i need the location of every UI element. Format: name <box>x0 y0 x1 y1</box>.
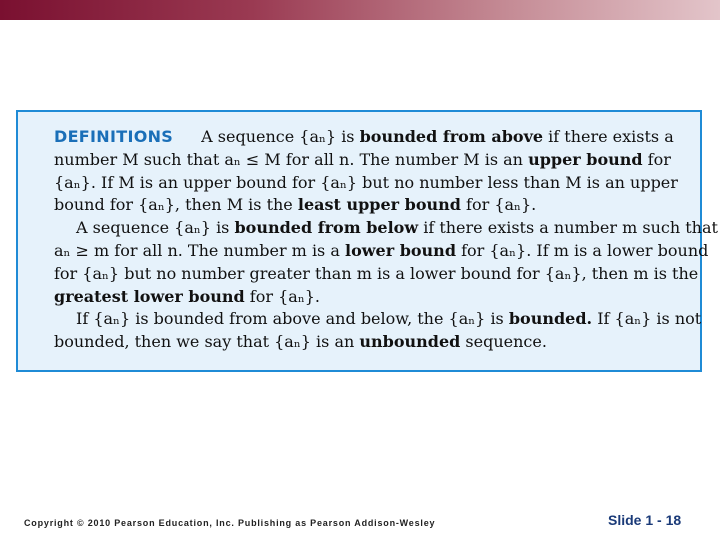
copyright-footer: Copyright © 2010 Pearson Education, Inc. Publishing as Pearson Addison-Wesley <box>24 518 436 528</box>
emphasized-term: unbounded <box>359 332 461 352</box>
definition-line-7: for {aₙ} but no number greater than m is a lower bound for {aₙ}, then m is the <box>54 263 699 283</box>
emphasized-term: bounded from above <box>359 127 544 146</box>
definition-line-10: bounded, then we say that {aₙ} is an unbounded sequence. <box>54 332 547 352</box>
definition-text <box>54 126 718 354</box>
definition-heading: DEFINITIONS <box>54 127 174 146</box>
definition-line-6: aₙ ≥ m for all n. The number m is a lower bound for {aₙ}. If m is a lower bound <box>54 240 709 260</box>
slide-number: Slide 1 - 18 <box>608 512 682 528</box>
definition-line-1 <box>54 126 674 149</box>
emphasized-term: upper bound <box>528 149 643 169</box>
emphasized-term: bounded. <box>508 309 593 329</box>
emphasized-term: greatest lower bound <box>54 286 245 306</box>
definition-line-2: number M such that aₙ ≤ M for all n. The number M is an upper bound for <box>54 149 671 169</box>
definition-line-5: A sequence {aₙ} is bounded from below if there exists a number m such that <box>76 218 718 238</box>
emphasized-term: least upper bound <box>297 195 461 215</box>
definition-line-4: bound for {aₙ}, then M is the least upper bound for {aₙ}. <box>54 195 537 215</box>
definition-line-8: greatest lower bound for {aₙ}. <box>54 286 320 306</box>
definition-line-9: If {aₙ} is bounded from above and below, the {aₙ} is bounded. If {aₙ} is not <box>76 309 702 329</box>
title-bar-gradient <box>0 0 720 20</box>
definition-line-1-text: A sequence {aₙ} is bounded from above if there exists a <box>201 127 674 146</box>
emphasized-term: lower bound <box>344 240 456 260</box>
definition-line-3: {aₙ}. If M is an upper bound for {aₙ} but no number less than M is an upper <box>54 172 678 192</box>
emphasized-term: bounded from below <box>234 218 419 238</box>
